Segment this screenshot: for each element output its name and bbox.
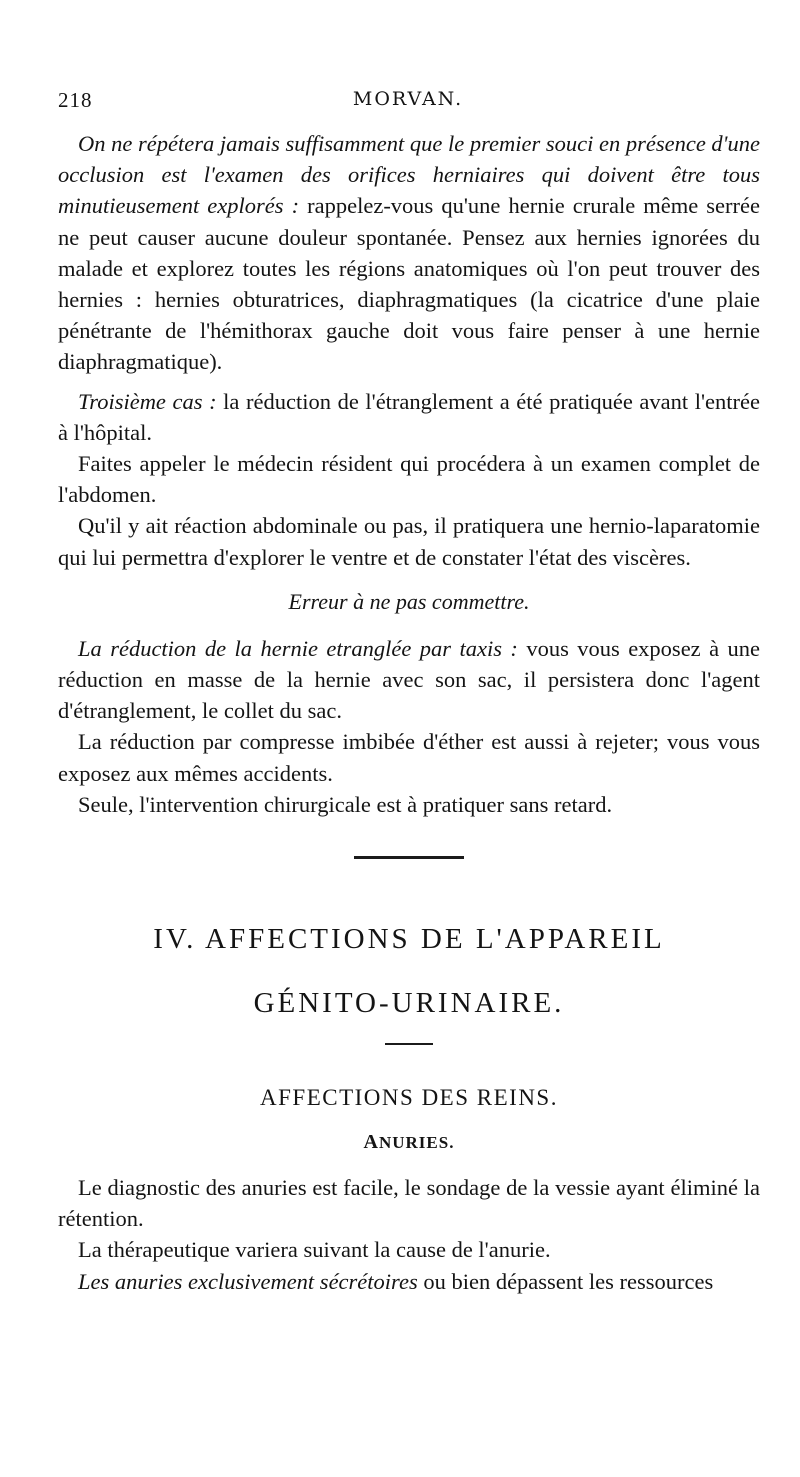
- paragraph-third-case: [58, 386, 760, 448]
- paragraph-taxis-italic: La réduction de la hernie etranglée par taxis :: [78, 635, 518, 661]
- paragraph-surgical-intervention: Seule, l'intervention chirurgicale est à pratiquer sans retard.: [78, 791, 613, 817]
- paragraph-occlusion: [58, 128, 760, 378]
- section-title-line-1: IV. AFFECTIONS DE L'APPAREIL: [153, 923, 665, 956]
- page-number: 218: [58, 88, 93, 112]
- paragraph-secretory-anuria-rest: ou bien dépassent les ressources: [417, 1268, 714, 1294]
- paragraph-therapeutics: La thérapeutique variera suivant la cause de l'anurie.: [78, 1237, 551, 1263]
- subsubsection-initial: A: [363, 1131, 379, 1154]
- body-text: [58, 128, 760, 1297]
- subsubsection-rest: NURIES.: [378, 1133, 455, 1153]
- paragraph-ether-compress: La réduction par compresse imbibée d'éther est aussi à rejeter; vous vous exposez aux mêmes accidents.: [58, 729, 760, 786]
- running-title: MORVAN.: [352, 88, 464, 110]
- paragraph-third-case-rest: la réduction de l'étranglement a été pratiquée avant l'entrée à l'hôpital.: [58, 388, 760, 445]
- paragraph-hernio-laparatomie: Qu'il y ait réaction abdominale ou pas, il pratiquera une hernio-laparatomie qui lui permettra d'explorer le ventre et de constater l'état des viscères.: [58, 513, 760, 570]
- paragraph-anuria-diagnosis: Le diagnostic des anuries est facile, le sondage de la vessie ayant éliminé la rétention.: [58, 1175, 760, 1232]
- paragraph-secretory-anuria-italic: Les anuries exclusivement sécrétoires: [78, 1268, 418, 1294]
- paragraph-occlusion-rest: rappelez-vous qu'une hernie crurale même serrée ne peut causer aucune douleur spontanée. Pensez aux hernies ignorées du malade et explorez toutes les régions anatomiques où l'on peut trouver des hernies : hernies obturatrices, diaphragmatiques (la cicatrice d'une plaie pénétrante de l'hémithorax gauche doit vous faire penser à une hernie diaphragmatique).: [58, 193, 760, 375]
- paragraph-third-case-italic: Troisième cas :: [78, 388, 217, 414]
- paragraph-occlusion-italic: On ne répétera jamais suffisamment que le premier souci en présence d'une occlusion est l'examen des orifices herniaires qui doivent être tous minutieusement explorés :: [58, 131, 760, 219]
- subsection-title: AFFECTIONS DES REINS.: [260, 1085, 558, 1111]
- page-header: [58, 88, 758, 118]
- subsubsection-title: [58, 1131, 760, 1154]
- section-title-line-2: GÉNITO-URINAIRE.: [253, 987, 565, 1020]
- paragraph-secretory-anuria: [58, 1266, 760, 1297]
- paragraph-call-resident: Faites appeler le médecin résident qui procédera à un examen complet de l'abdomen.: [58, 451, 760, 508]
- heading-error-to-avoid: Erreur à ne pas commettre.: [288, 588, 530, 614]
- section-divider-rule: [354, 856, 464, 859]
- paragraph-taxis: [58, 633, 760, 727]
- section-title-rule: [385, 1043, 433, 1045]
- paragraph-taxis-rest: vous vous exposez à une réduction en masse de la hernie avec son sac, il persistera donc l'agent d'étranglement, le collet du sac.: [58, 635, 760, 724]
